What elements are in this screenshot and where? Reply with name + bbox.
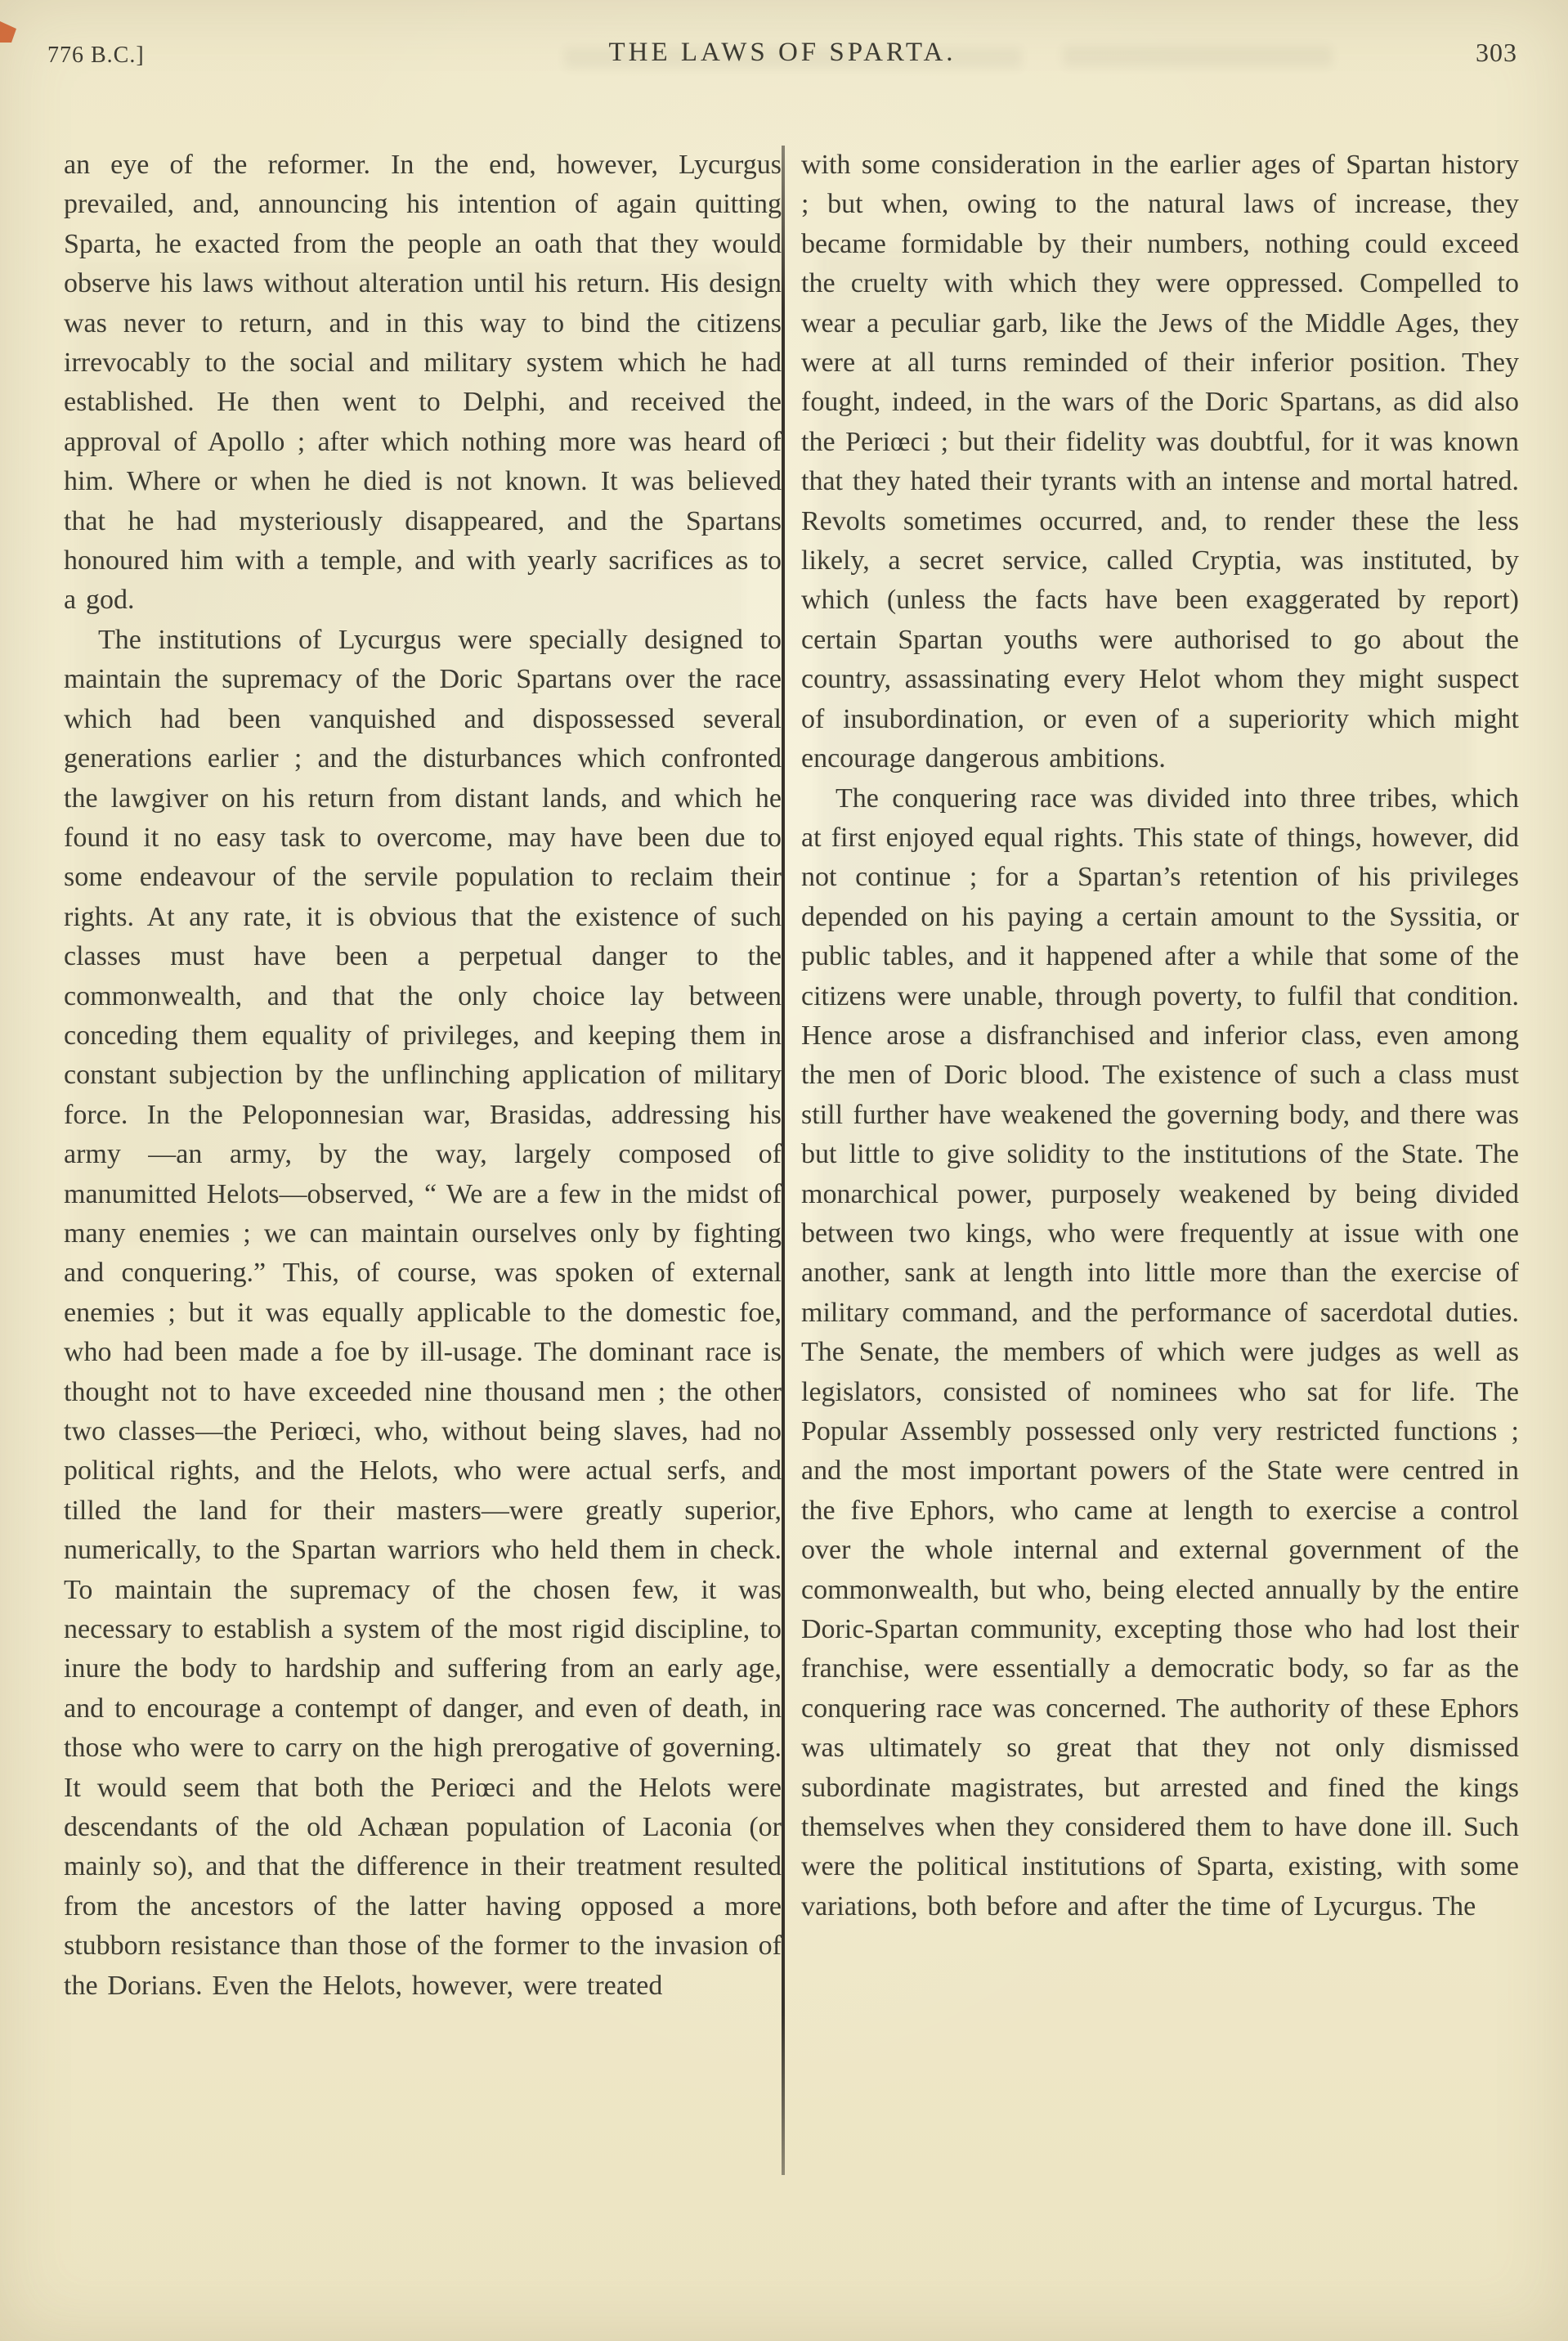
paragraph: The institutions of Lycurgus were specially designed to maintain the supremacy of the Doric Spartans over the race which had been vanquished and dispossessed several generations earlier ; and the disturbances which confronted the lawgiver on his return from distant lands, and which he found it no easy task to overcome, may have been due to some endeavour of the servile population to reclaim their rights. At any rate, it is obvious that the existence of such classes must have been a perpetual danger to the commonwealth, and that the only choice lay between conceding them equality of privileges, and keeping them in constant subjection by the unflinching application of military force. In the Peloponnesian war, Brasidas, addressing his army —an army, by the way, largely composed of manumitted Helots—observed, “ We are a few in the midst of many enemies ; we can maintain ourselves only by fighting and conquering.” This, of course, was spoken of external enemies ; but it was equally applicable to the domestic foe, who had been made a foe by ill-usage. The dominant race is thought not to have exceeded nine thousand men ; the other two classes—the Periœci, who, without being slaves, had no political rights, and the Helots, who were actual serfs, and tilled the land for their masters—were greatly superior, numerically, to the Spartan warriors who held them in check. To maintain the supremacy of the chosen few, it was necessary to establish a system of the most rigid discipline, to inure the body to hardship and suffering from an early age, and to encourage a contempt of danger, and even of death, in those who were to carry on the high prerogative of governing. It would seem that both the Periœci and the Helots were descendants of the old Achæan population of Laconia (or mainly so), and that the difference in their treatment resulted from the ancestors of the latter having opposed a more stubborn resistance than those of the former to the invasion of the Dorians. Even the Helots, however, were treated — [64, 624, 782, 2001]
date-marker: 776 B.C.] — [47, 43, 145, 68]
page-title: THE LAWS OF SPARTA. — [608, 38, 956, 67]
page-number: 303 — [1476, 38, 1517, 67]
right-column — [801, 146, 1519, 1926]
column-divider-rule — [782, 146, 785, 2175]
scan-edge-artifact — [0, 21, 16, 43]
paragraph: with some consideration in the earlier ages of Spartan history ; but when, owing to the natural laws of increase, they became formidable by their numbers, nothing could exceed the cruelty with which they were oppressed. Compelled to wear a peculiar garb, like the Jews of the Middle Ages, they were at all turns reminded of their inferior position. They fought, indeed, in the wars of the Doric Spartans, as did also the Periœci ; but their fidelity was doubtful, for it was known that they hated their tyrants with an intense and mortal hatred. Revolts sometimes occurred, and, to render these the less likely, a secret service, called Cryptia, was instituted, by which (unless the facts have been exaggerated by report) certain Spartan youths were authorised to go about the country, assassinating every Helot whom they might suspect of insubordination, or even of a superiority which might encourage dangerous ambitions. — [801, 150, 1519, 774]
paragraph: The conquering race was divided into three tribes, which at first enjoyed equal rights. This state of things, however, did not continue ; for a Spartan’s retention of his privileges depended on his paying a certain amount to the Syssitia, or public tables, and it happened after a while that some of the citizens were unable, through poverty, to fulfil that condition. Hence arose a disfranchised and inferior class, even among the men of Doric blood. The existence of such a class must still further have weakened the governing body, and there was but little to give solidity to the institutions of the State. The monarchical power, purposely weakened by being divided between two kings, who were frequently at issue with one another, sank at length into little more than the exercise of military command, and the performance of sacerdotal duties. The Senate, the members of which were judges as well as legislators, consisted of nominees who sat for life. The Popular Assembly possessed only very restricted functions ; and the most important powers of the State were centred in the five Ephors, who came at length to exercise a control over the whole internal and external government of the commonwealth, but who, being elected annually by the entire Doric-Spartan community, excepting those who had lost their franchise, were essentially a democratic body, so far as the conquering race was concerned. The authority of these Ephors was ultimately so great that they not only dismissed subordinate magistrates, but arrested and fined the kings themselves when they considered them to have done ill. Such were the political institutions of Sparta, existing, with some variations, both before and after the time of Lycurgus. The — [801, 783, 1519, 1922]
running-header — [47, 38, 1517, 74]
paragraph: an eye of the reformer. In the end, however, Lycurgus prevailed, and, announcing his intention of again quitting Sparta, he exacted from the people an oath that they would observe his laws without alteration until his return. His design was never to return, and in this way to bind the citizens irrevocably to the social and military system which he had established. He then went to Delphi, and received the approval of Apollo ; after which nothing more was heard of him. Where or when he died is not known. It was believed that he had mysteriously disappeared, and the Spartans honoured him with a temple, and with yearly sacrifices as to a god. — [64, 150, 782, 616]
left-column — [64, 146, 782, 2006]
